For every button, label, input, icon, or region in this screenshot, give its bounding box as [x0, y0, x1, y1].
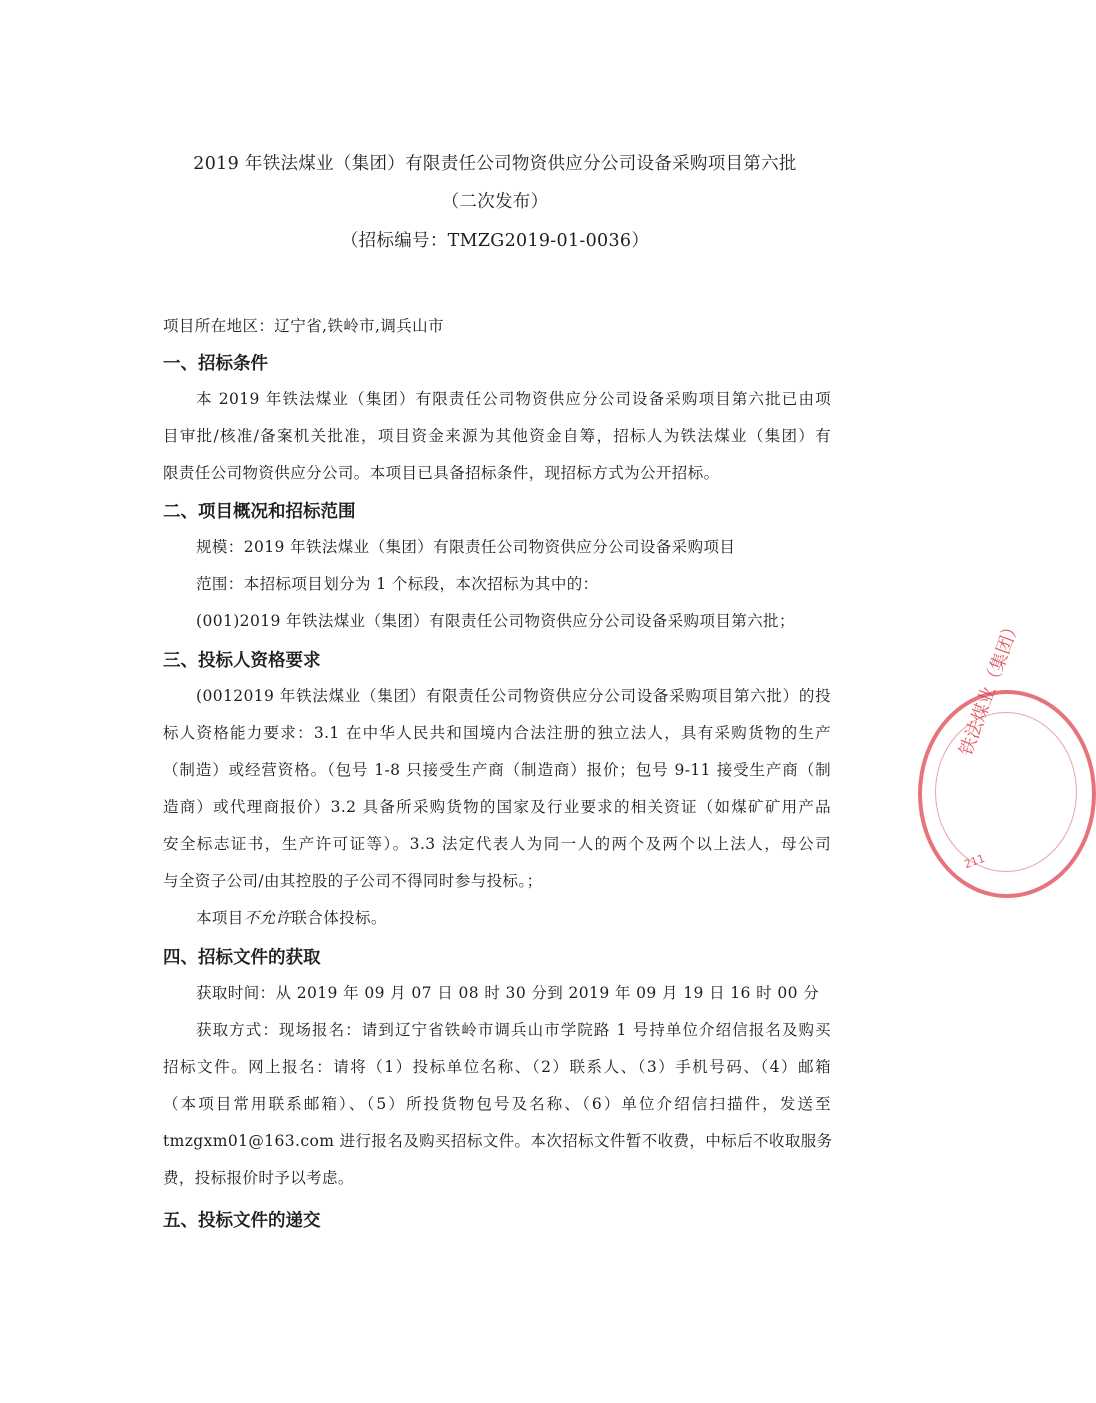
- consortium-prefix: 本项目: [196, 909, 244, 927]
- paragraph-line: 范围：本招标项目划分为 1 个标段，本次招标为其中的：: [196, 575, 599, 593]
- section-heading-4: 四、招标文件的获取: [163, 948, 321, 968]
- consortium-statement: [196, 906, 831, 928]
- paragraph-line: 安全标志证书，生产许可证等）。3.3 法定代表人为同一人的两个及两个以上法人，母公司: [163, 835, 831, 853]
- paragraph-line: 费，投标报价时予以考虑。: [163, 1169, 354, 1187]
- paragraph-line: tmzgxm01@163.com 进行报名及购买招标文件。本次招标文件暂不收费，中标后不收取服务: [163, 1132, 833, 1150]
- section-heading-3: 三、投标人资格要求: [163, 651, 321, 671]
- paragraph-line: (001)2019 年铁法煤业（集团）有限责任公司物资供应分公司设备采购项目第六批；: [196, 612, 795, 630]
- paragraph-line: (0012019 年铁法煤业（集团）有限责任公司物资供应分公司设备采购项目第六批）的投: [196, 687, 831, 705]
- document-title-line1: 2019 年铁法煤业（集团）有限责任公司物资供应分公司设备采购项目第六批: [193, 154, 797, 174]
- paragraph-line: 规模：2019 年铁法煤业（集团）有限责任公司物资供应分公司设备采购项目: [196, 538, 736, 556]
- paragraph-line: 标人资格能力要求：3.1 在中华人民共和国境内合法注册的独立法人，具有采购货物的生产: [163, 724, 831, 742]
- paragraph-line: 本 2019 年铁法煤业（集团）有限责任公司物资供应分公司设备采购项目第六批已由项: [196, 390, 831, 408]
- section-heading-2: 二、项目概况和招标范围: [163, 502, 356, 522]
- company-seal-text: 铁法煤业（集团）: [955, 616, 1025, 759]
- project-region: 项目所在地区：辽宁省,铁岭市,调兵山市: [163, 317, 444, 335]
- paragraph-line: 限责任公司物资供应分公司。本项目已具备招标条件，现招标方式为公开招标。: [163, 464, 720, 482]
- document-title-line3: （招标编号：TMZG2019-01-0036）: [340, 231, 650, 251]
- paragraph-line: 目审批/核准/备案机关批准，项目资金来源为其他资金自筹，招标人为铁法煤业（集团）有: [163, 427, 831, 445]
- paragraph-line: 招标文件。网上报名：请将（1）投标单位名称、（2）联系人、（3）手机号码、（4）邮箱: [163, 1058, 831, 1076]
- company-seal-number: 211: [962, 851, 987, 872]
- paragraph-line: 造商）或代理商报价）3.2 具备所采购货物的国家及行业要求的相关资证（如煤矿矿用产品: [163, 798, 831, 816]
- paragraph-line: （制造）或经营资格。（包号 1-8 只接受生产商（制造商）报价；包号 9-11 接受生产商（制: [163, 761, 831, 779]
- paragraph-line: （本项目常用联系邮箱）、（5）所投货物包号及名称、（6）单位介绍信扫描件，发送至: [163, 1095, 831, 1113]
- paragraph-line: 与全资子公司/由其控股的子公司不得同时参与投标。；: [163, 872, 543, 890]
- document-title-line2: （二次发布）: [441, 192, 549, 212]
- section-heading-1: 一、招标条件: [163, 354, 268, 374]
- section-heading-5: 五、投标文件的递交: [163, 1211, 321, 1231]
- paragraph-line: 获取时间：从 2019 年 09 月 07 日 08 时 30 分到 2019 年 09 月 19 日 16 时 00 分: [196, 984, 820, 1002]
- paragraph-line: 获取方式：现场报名：请到辽宁省铁岭市调兵山市学院路 1 号持单位介绍信报名及购买: [196, 1021, 831, 1039]
- consortium-suffix: 联合体投标。: [291, 909, 387, 927]
- consortium-not-allowed: 不允许: [243, 909, 292, 927]
